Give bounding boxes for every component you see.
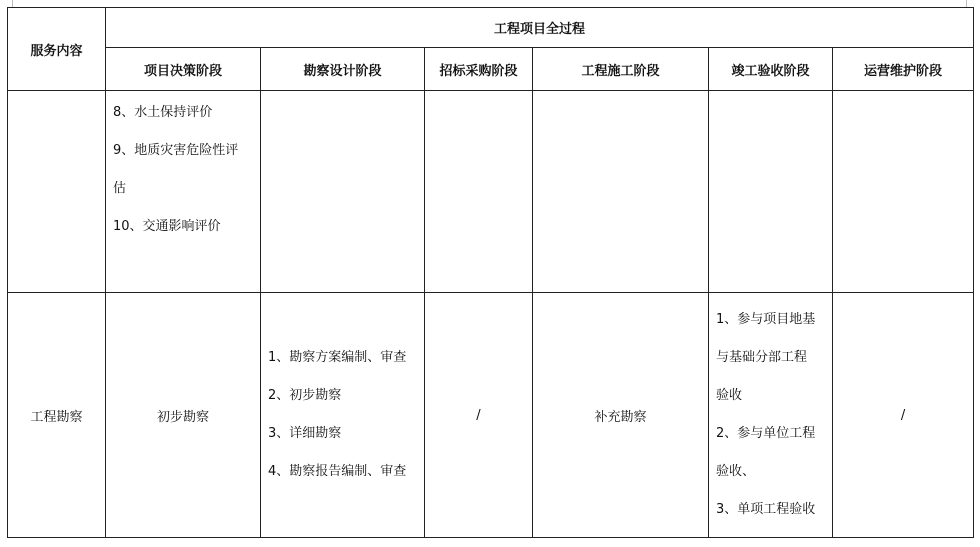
table-row-survey	[8, 293, 974, 538]
list-item: 4、勘察报告编制、审查	[268, 464, 407, 479]
list-item: 3、详细勘察	[268, 426, 342, 441]
list-item: 8、水土保持评价	[113, 105, 213, 120]
list-item: 1、勘察方案编制、审查	[268, 350, 407, 365]
table-cell-acceptance-items	[709, 293, 833, 538]
table-row-continuation	[8, 91, 974, 293]
table-cell-construction-empty	[533, 91, 709, 293]
table-cell-acceptance-empty	[709, 91, 833, 293]
table-cell-service: 工程勘察	[8, 293, 106, 538]
table-cell-procurement-empty	[425, 91, 533, 293]
list-item: 9、地质灾害危险性评	[113, 143, 239, 158]
list-item: 10、交通影响评价	[113, 219, 221, 234]
table-cell-decision: 初步勘察	[106, 293, 261, 538]
table-cell-construction: 补充勘察	[533, 293, 709, 538]
service-header: 服务内容	[8, 8, 106, 91]
header-row-2	[8, 48, 974, 91]
table-cell-design-empty	[261, 91, 425, 293]
list-item: 与基础分部工程	[716, 350, 808, 365]
list-item: 2、初步勘察	[268, 388, 342, 403]
table-cell-operation: /	[833, 293, 974, 538]
list-item: 2、参与单位工程	[716, 426, 816, 441]
list-item: 估	[113, 181, 127, 196]
list-item: 验收	[716, 388, 743, 403]
table-cell-operation-empty	[833, 91, 974, 293]
page-corner-mark-left	[12, 0, 13, 7]
table-cell-procurement: /	[425, 293, 533, 538]
group-header: 工程项目全过程	[106, 8, 974, 48]
header-row-1	[8, 8, 974, 48]
stage-header-decision: 项目决策阶段	[106, 48, 261, 91]
page-corner-mark-right	[966, 0, 967, 7]
list-item: 1、参与项目地基	[716, 312, 816, 327]
list-item: 验收、	[716, 464, 756, 479]
stage-header-procurement: 招标采购阶段	[425, 48, 533, 91]
table-cell-service-empty	[8, 91, 106, 293]
table-cell-decision-items	[106, 91, 261, 293]
process-table	[7, 7, 974, 538]
stage-header-design: 勘察设计阶段	[261, 48, 425, 91]
stage-header-acceptance: 竣工验收阶段	[709, 48, 833, 91]
list-item: 3、单项工程验收	[716, 502, 816, 517]
stage-header-operation: 运营维护阶段	[833, 48, 974, 91]
stage-header-construction: 工程施工阶段	[533, 48, 709, 91]
table-cell-design-items	[261, 293, 425, 538]
